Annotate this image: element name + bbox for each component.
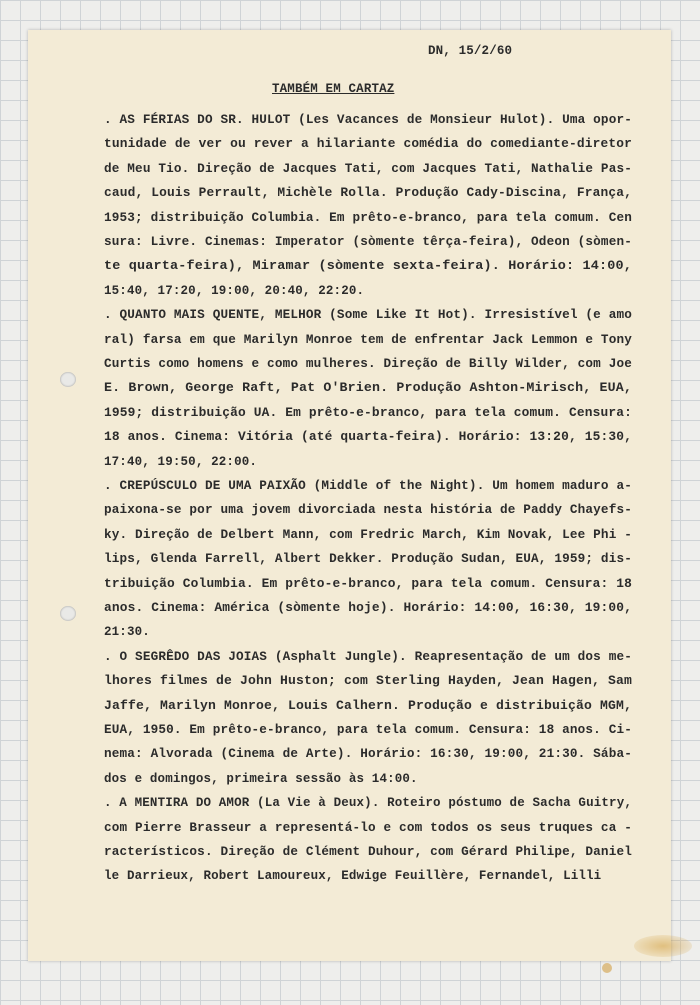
text-line: sura: Livre. Cinemas: Imperator (sòmente têrça-feira), Odeon (sòmen- xyxy=(104,235,632,249)
text-line: 18 anos. Cinema: Vitória (até quarta-feira). Horário: 13:20, 15:30, xyxy=(104,430,632,445)
text-line: 17:40, 19:50, 22:00. xyxy=(104,454,258,469)
text-line: 1953; distribuição Columbia. Em prêto-e-branco, para tela comum. Cen xyxy=(104,210,632,225)
text-line: 15:40, 17:20, 19:00, 20:40, 22:20. xyxy=(104,283,365,298)
text-line: nema: Alvorada (Cinema de Arte). Horário: 16:30, 19:00, 21:30. Sába- xyxy=(104,747,632,762)
text-line: lips, Glenda Farrell, Albert Dekker. Produção Sudan, EUA, 1959; dis- xyxy=(104,552,632,567)
text-line: le Darrieux, Robert Lamoureux, Edwige Feuillère, Fernandel, Lilli xyxy=(104,869,602,884)
text-line: paixona-se por uma jovem divorciada nesta história de Paddy Chayefs- xyxy=(104,503,632,518)
text-line: . A MENTIRA DO AMOR (La Vie à Deux). Roteiro póstumo de Sacha Guitry, xyxy=(104,796,632,811)
text-line: EUA, 1950. Em prêto-e-branco, para tela comum. Censura: 18 anos. Ci- xyxy=(104,723,632,737)
text-line: tribuição Columbia. Em prêto-e-branco, para tela comum. Censura: 18 xyxy=(104,576,632,591)
text-line: caud, Louis Perrault, Michèle Rolla. Produção Cady-Discina, França, xyxy=(104,186,632,201)
text-line: racterísticos. Direção de Clément Duhour, com Gérard Philipe, Daniel xyxy=(104,845,632,859)
text-line: com Pierre Brasseur a representá-lo e com todos os seus truques ca - xyxy=(104,820,632,835)
dateline: DN, 15/2/60 xyxy=(428,44,513,58)
text-line: lhores filmes de John Huston; com Sterling Hayden, Jean Hagen, Sam xyxy=(104,674,632,689)
page-title: TAMBÉM EM CARTAZ xyxy=(272,82,395,96)
text-line: . O SEGRÊDO DAS JOIAS (Asphalt Jungle). Reapresentação de um dos me- xyxy=(104,649,632,664)
text-line: E. Brown, George Raft, Pat O'Brien. Produção Ashton-Mirisch, EUA, xyxy=(104,381,632,396)
text-line: tunidade de ver ou rever a hilariante comédia do comediante-diretor xyxy=(104,137,632,152)
text-line: 1959; distribuição UA. Em prêto-e-branco, para tela comum. Censura: xyxy=(104,405,632,420)
text-line: . AS FÉRIAS DO SR. HULOT (Les Vacances de Monsieur Hulot). Uma opor- xyxy=(104,113,632,127)
text-line: ky. Direção de Delbert Mann, com Fredric March, Kim Novak, Lee Phi - xyxy=(104,527,632,542)
text-line: te quarta-feira), Miramar (sòmente sexta-feira). Horário: 14:00, xyxy=(104,259,632,274)
text-line: anos. Cinema: América (sòmente hoje). Horário: 14:00, 16:30, 19:00, xyxy=(104,601,632,615)
text-line: de Meu Tio. Direção de Jacques Tati, com Jacques Tati, Nathalie Pas- xyxy=(104,161,632,176)
text-line: . QUANTO MAIS QUENTE, MELHOR (Some Like It Hot). Irresistível (e amo xyxy=(104,308,632,323)
text-line: dos e domingos, primeira sessão às 14:00. xyxy=(104,771,418,786)
text-line: 21:30. xyxy=(104,625,150,640)
text-line: Jaffe, Marilyn Monroe, Louis Calhern. Produção e distribuição MGM, xyxy=(104,698,632,713)
text-line: Curtis como homens e como mulheres. Direção de Billy Wilder, com Joe xyxy=(104,357,632,371)
text-line: . CREPÚSCULO DE UMA PAIXÃO (Middle of the Night). Um homem maduro a- xyxy=(104,479,632,493)
text-line: ral) farsa em que Marilyn Monroe tem de enfrentar Jack Lemmon e Tony xyxy=(104,332,632,347)
